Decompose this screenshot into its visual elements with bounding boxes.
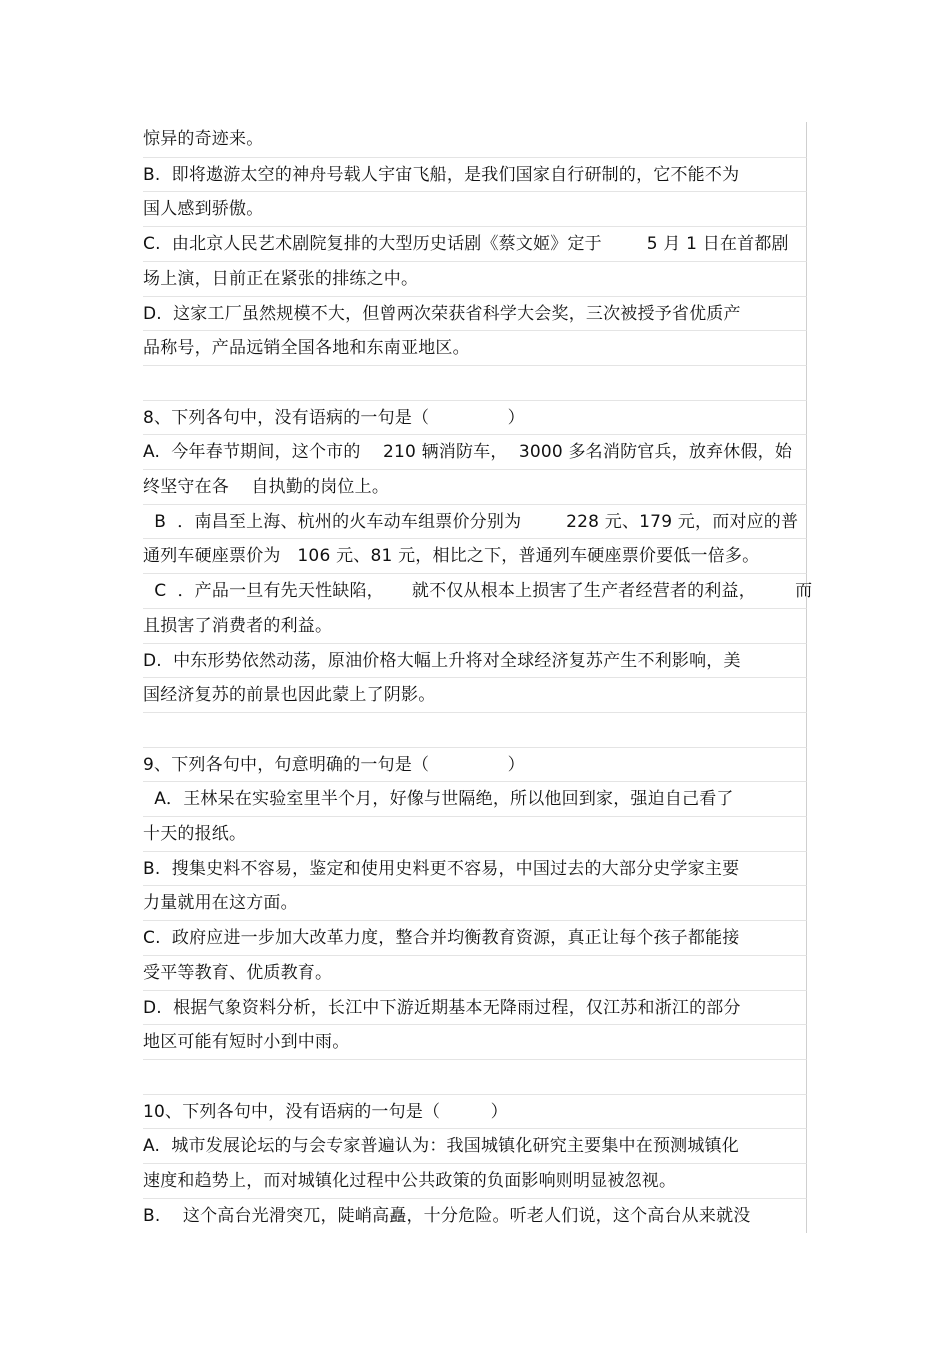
text-line — [143, 434, 807, 469]
text-line — [143, 677, 807, 712]
text-line-content: 10、下列各句中，没有语病的一句是（ ） — [143, 1102, 508, 1122]
text-line-content: 且损害了消费者的利益。 — [143, 616, 333, 636]
text-line-content: C. 由北京人民艺术剧院复排的大型历史话剧《蔡文姬》定于 5 月 1 日在首都剧 — [143, 234, 789, 254]
text-line — [143, 816, 807, 851]
text-line — [143, 504, 807, 539]
text-line — [143, 1024, 807, 1059]
text-line-content: A．王林呆在实验室里半个月，好像与世隔绝，所以他回到家，强迫自己看了 — [143, 789, 734, 809]
text-line — [143, 851, 807, 886]
text-line-content: 场上演，日前正在紧张的排练之中。 — [143, 269, 419, 289]
text-line-content: D. 根据气象资料分析，长江中下游近期基本无降雨过程，仅江苏和浙江的部分 — [143, 998, 741, 1018]
text-line-content: C. 政府应进一步加大改革力度，整合并均衡教育资源，真正让每个孩子都能接 — [143, 928, 740, 948]
text-line — [143, 608, 807, 643]
text-line — [143, 1059, 807, 1094]
text-line — [143, 885, 807, 920]
text-line — [143, 365, 807, 400]
text-line-content: 国人感到骄傲。 — [143, 199, 264, 219]
text-line — [143, 330, 807, 365]
text-line — [143, 538, 807, 573]
text-line — [143, 712, 807, 747]
text-line — [143, 157, 807, 192]
text-line — [143, 469, 807, 504]
text-line-content: 国经济复苏的前景也因此蒙上了阴影。 — [143, 685, 436, 705]
text-line — [143, 747, 807, 782]
text-line-content: A. 今年春节期间，这个市的 210 辆消防车， 3000 多名消防官兵，放弃休假，始 — [143, 442, 793, 462]
text-line-content: 惊异的奇迹来。 — [143, 129, 264, 149]
text-line-content: B. 搜集史料不容易，鉴定和使用史料更不容易，中国过去的大部分史学家主要 — [143, 859, 740, 879]
text-line — [143, 920, 807, 955]
text-line — [143, 1198, 807, 1233]
text-line-content: 9、下列各句中，句意明确的一句是（ ） — [143, 755, 525, 775]
text-line — [143, 1094, 807, 1129]
text-line-content: 终坚守在各 自执勤的岗位上。 — [143, 477, 390, 497]
text-line — [143, 955, 807, 990]
text-line-content: D. 中东形势依然动荡，原油价格大幅上升将对全球经济复苏产生不利影响，美 — [143, 651, 741, 671]
text-line — [143, 296, 807, 331]
text-line-content: B. 即将遨游太空的神舟号载人宇宙飞船，是我们国家自行研制的，它不能不为 — [143, 165, 740, 185]
text-line — [143, 261, 807, 296]
text-line — [143, 643, 807, 678]
text-line-content: A. 城市发展论坛的与会专家普遍认为：我国城镇化研究主要集中在预测城镇化 — [143, 1136, 739, 1156]
text-line-content: B. 这个高台光滑突兀，陡峭高矗，十分危险。听老人们说，这个高台从来就没 — [143, 1206, 751, 1226]
text-line — [143, 573, 813, 608]
text-line-content: 品称号，产品远销全国各地和东南亚地区。 — [143, 338, 470, 358]
text-line-content: 速度和趋势上，而对城镇化过程中公共政策的负面影响则明显被忽视。 — [143, 1171, 677, 1191]
text-line — [143, 1163, 807, 1198]
text-line-content: D. 这家工厂虽然规模不大，但曾两次荣获省科学大会奖，三次被授予省优质产 — [143, 304, 741, 324]
text-line-content: 十天的报纸。 — [143, 824, 247, 844]
text-line-content: 通列车硬座票价为 106 元、81 元，相比之下，普通列车硬座票价要低一倍多。 — [143, 546, 760, 566]
text-line — [143, 781, 807, 816]
text-line — [143, 990, 807, 1025]
text-line — [143, 400, 807, 435]
text-line-content: 地区可能有短时小到中雨。 — [143, 1032, 350, 1052]
text-line — [143, 226, 807, 261]
text-line-content: C ．产品一旦有先天性缺陷， 就不仅从根本上损害了生产者经营者的利益， 而 — [143, 581, 813, 601]
text-line — [143, 191, 807, 226]
text-line-content: 8、下列各句中，没有语病的一句是（ ） — [143, 408, 525, 428]
text-line-content: 力量就用在这方面。 — [143, 893, 298, 913]
text-line — [143, 1128, 807, 1163]
text-line — [143, 122, 807, 157]
text-line-content: 受平等教育、优质教育。 — [143, 963, 333, 983]
text-line-content: B ．南昌至上海、杭州的火车动车组票价分别为 228 元、179 元，而对应的普 — [143, 512, 799, 532]
